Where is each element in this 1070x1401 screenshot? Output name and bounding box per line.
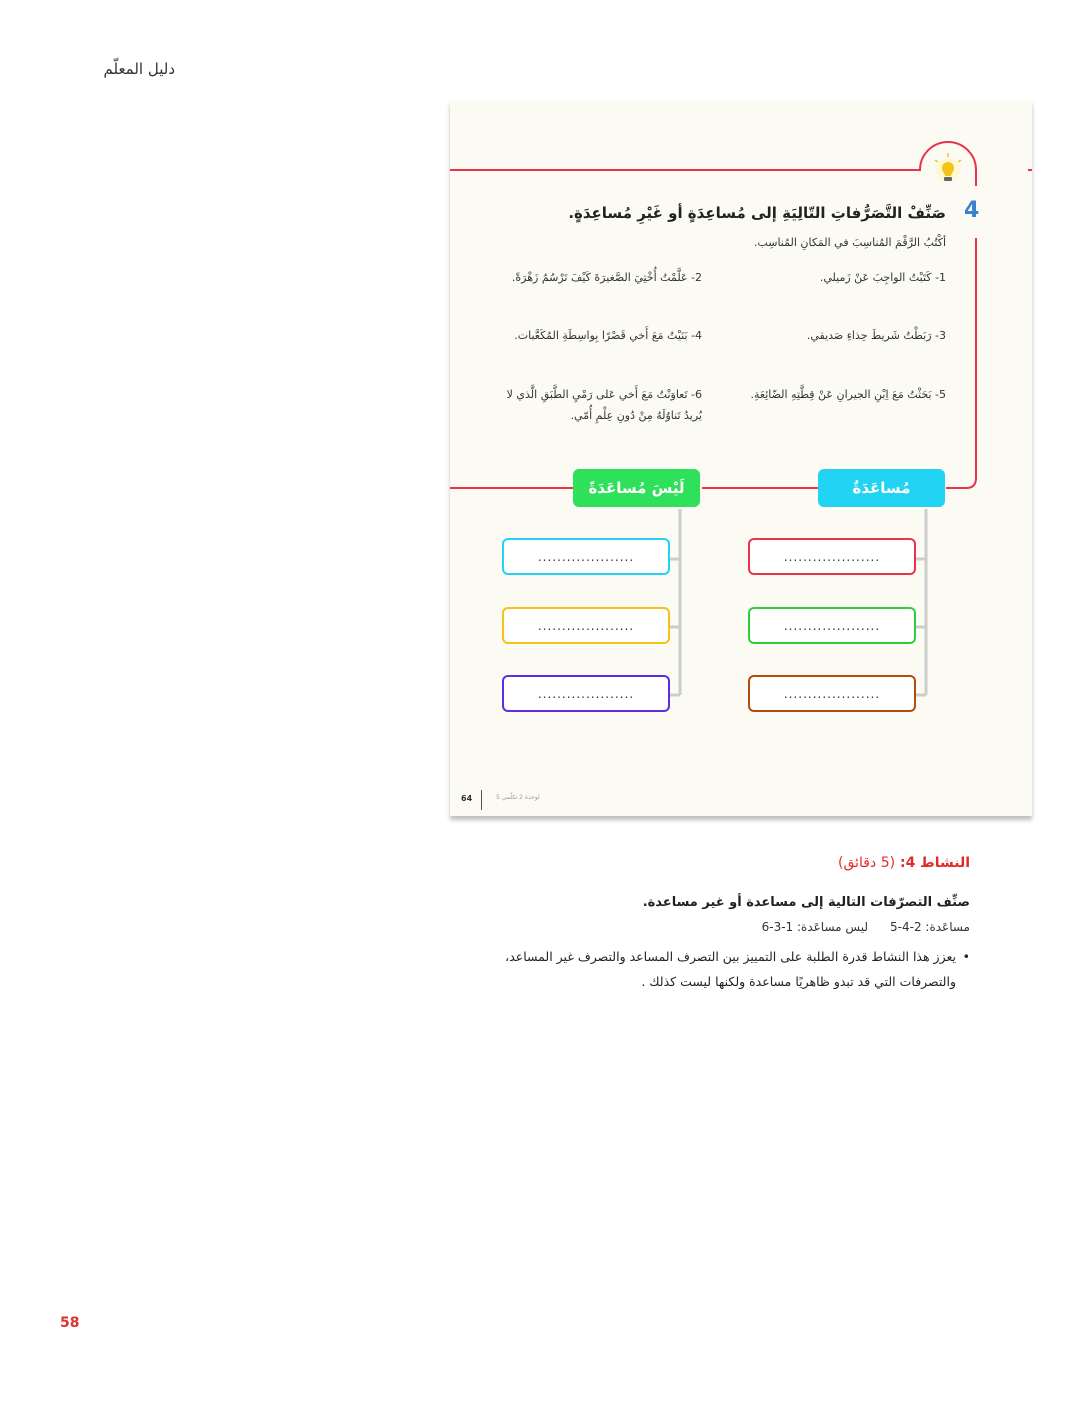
page-number: 58	[60, 1315, 80, 1331]
help-answer-box-3[interactable]: ....................	[748, 675, 916, 712]
answer-help: مساعَدة: 2-4-5	[889, 920, 970, 934]
activity-heading	[470, 855, 970, 871]
item-1: 1- كَتَبْتُ الواجِبَ عَنْ زَميلي.	[819, 271, 946, 284]
top-frame-line	[450, 142, 976, 186]
activity-instruction: أكْتُبُ الرَّقْمَ المُناسِبَ في المَكانِ المُناسِب.	[753, 236, 946, 249]
help-answer-box-2[interactable]: ....................	[748, 607, 916, 644]
item-6: 6- تَعاوَنْتُ مَعَ أَخي عَلى رَمْيِ الطَّبَقِ الَّذي لا يُريدُ تَناوُلَهُ مِنْ دُونِ عِلْمِ أُمّي.	[506, 388, 702, 422]
not-help-answer-box-1[interactable]: ....................	[502, 538, 670, 575]
student-book-page	[450, 100, 1032, 816]
not-help-answer-box-3[interactable]: ....................	[502, 675, 670, 712]
activity-label: النشاط 4:	[899, 855, 970, 871]
item-2: 2- عَلَّمْتُ أُخْتِيَ الصَّغيرَةَ كَيْفَ تَرْسُمُ زَهْرَةً.	[511, 271, 702, 284]
answer-not-help: ليس مساعَدة: 1-3-6	[761, 920, 868, 934]
tree-left	[670, 509, 680, 695]
item-5: 5- بَحَثْتُ مَعَ اِبْنِ الجيرانِ عَنْ قِطَّتِهِ الضّائِعَةِ.	[750, 388, 946, 401]
help-answer-box-1[interactable]: ....................	[748, 538, 916, 575]
help-category-header: مُساعَدَةٌ	[818, 469, 945, 507]
activity-time: (5 دقائق)	[838, 855, 896, 871]
not-help-answer-box-2[interactable]: ....................	[502, 607, 670, 644]
activity-title: صَنِّفْ التَّصَرُّفاتِ التّالِيَةِ إلى مُساعِدَةٍ أو غَيْرِ مُساعِدَةٍ.	[568, 204, 946, 222]
activity-number: 4	[964, 198, 980, 223]
student-page-number: 64	[461, 794, 473, 803]
right-frame-line	[946, 238, 976, 488]
item-3: 3- رَبَطْتُ شَريطَ حِذاءِ صَديقي.	[806, 329, 946, 342]
teaching-note: • يعزز هذا النشاط قدرة الطلبة على التمييز بين التصرف المساعد والتصرف غير المساعد، والتصرفات التي قد تبدو ظاهريًا مساعدة ولكنها ليست كذلك .	[486, 944, 970, 994]
activity-task: صنِّف التصرّفات التالية إلى مساعدة أو غير مساعدة.	[642, 895, 970, 910]
footer-divider	[481, 790, 482, 810]
answer-key	[370, 920, 970, 934]
guide-title: دليل المعلّم	[103, 60, 175, 78]
footer-unit-label: لوحدة 2 تكلّمي 5	[496, 794, 540, 801]
tree-right	[916, 509, 926, 695]
not-help-category-header: لَيْسَ مُساعَدَةً	[573, 469, 700, 507]
item-4: 4- بَنَيْتُ مَعَ أَخي قَصْرًا بِواسِطَةِ المُكَعَّبات.	[514, 329, 702, 342]
